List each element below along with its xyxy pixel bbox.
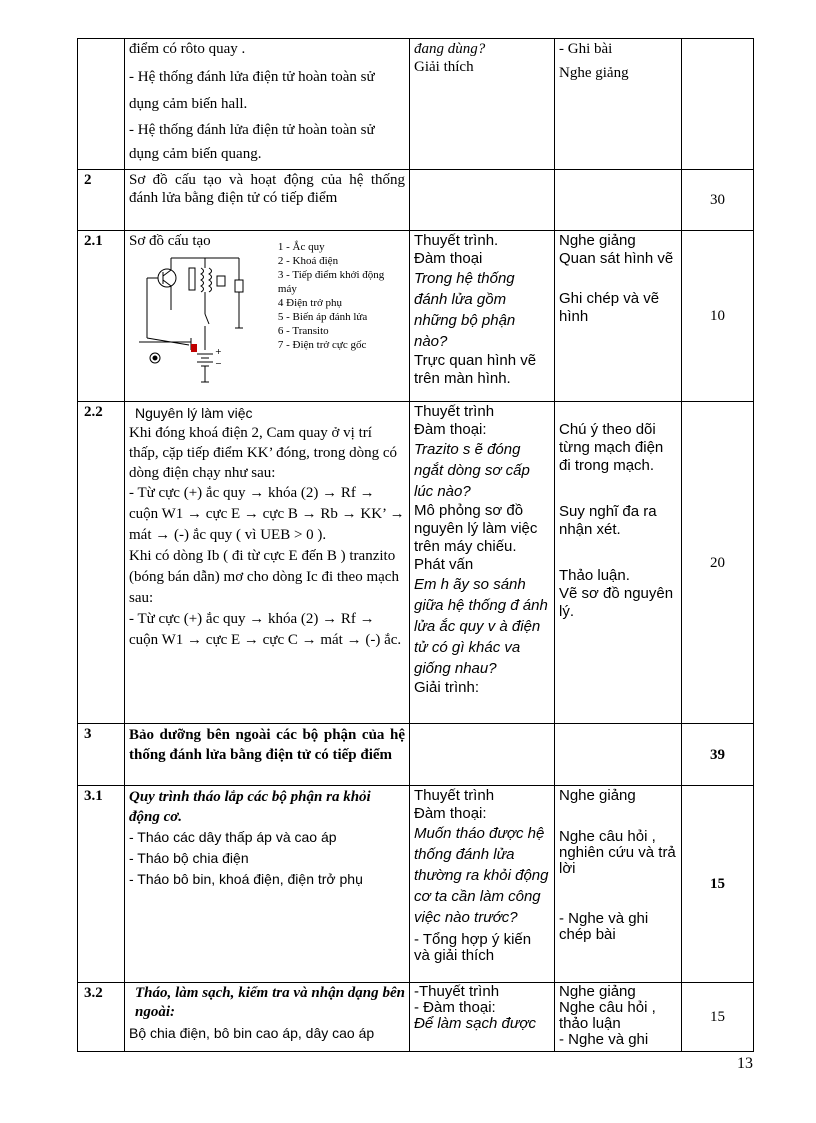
row-number: 3.1 xyxy=(78,786,125,983)
time-cell: 39 xyxy=(682,724,754,786)
legend-item: 7 - Điện trở cực gốc xyxy=(277,339,367,351)
content-cell xyxy=(125,39,410,170)
content-cell xyxy=(125,983,410,1052)
content-cell xyxy=(125,402,410,724)
content-line: - Tháo bô bin, khoá điện, điện trở phụ xyxy=(129,871,363,887)
time-cell: 10 xyxy=(682,231,754,402)
teacher-line: Thuyết trình xyxy=(414,787,495,804)
svg-text:+: + xyxy=(215,347,222,356)
ignition-circuit-diagram xyxy=(129,250,269,395)
teacher-line: Phát vấn xyxy=(414,556,474,573)
student-line: Ghi chép và vẽ hình xyxy=(559,290,660,325)
teacher-line: Đàm thoại xyxy=(414,250,483,267)
row-number: 2 xyxy=(78,170,125,231)
svg-text:−: − xyxy=(215,359,222,368)
content-cell xyxy=(125,786,410,983)
teacher-cell xyxy=(410,231,555,402)
legend-item: 6 - Transito xyxy=(277,325,329,337)
page-number: 13 xyxy=(737,1055,753,1072)
teacher-line: - Tổng hợp ý kiến và giải thích xyxy=(414,931,532,964)
row-number: 2.2 xyxy=(78,402,125,724)
teacher-line: - Đàm thoại: xyxy=(414,999,496,1016)
teacher-line: Muốn tháo được hệ thống đánh lửa thường ra khỏi động cơ ta cần làm công việc nào trước? xyxy=(414,825,549,926)
content-line: - Từ cực (+) ắc quy → khóa (2) → Rf → cuộn W1 → cực E → cực B → Rb → KK’ → mát → (-) ắc quy ( vì UEB > 0 ). xyxy=(129,485,405,543)
lesson-plan-table xyxy=(77,38,754,1052)
table-row xyxy=(78,786,754,983)
student-line: - Ghi bài xyxy=(559,41,613,57)
teacher-line: Trazito s ẽ đóng ngắt dòng sơ cấp lúc nào? xyxy=(414,441,530,500)
student-line: Vẽ sơ đồ nguyên lý. xyxy=(559,585,674,620)
legend-item: 2 - Khoá điện xyxy=(277,255,339,267)
teacher-line: Đàm thoại: xyxy=(414,805,487,822)
teacher-line: Giải thích xyxy=(414,59,474,75)
student-line: - Nghe và ghi chép bài xyxy=(559,910,649,943)
content-line: - Tháo bộ chia điện xyxy=(129,850,249,866)
teacher-cell xyxy=(410,170,555,231)
content-line: Sơ đồ cấu tạo xyxy=(129,233,211,249)
section-heading: Tháo, làm sạch, kiểm tra và nhận dạng bên ngoài: xyxy=(135,985,405,1020)
student-line: Nghe giảng xyxy=(559,65,629,81)
row-number: 2.1 xyxy=(78,231,125,402)
teacher-line: Em h ãy so sánh giữa hệ thống đ ánh lửa ắc quy v à điện tử có gì khác va giống nhau? xyxy=(414,576,548,677)
teacher-line: Để làm sạch được xyxy=(414,1015,536,1032)
student-line: Nghe giảng xyxy=(559,232,636,249)
student-line: - Nghe và ghi xyxy=(559,1031,649,1048)
teacher-line: Trực quan hình vẽ trên màn hình. xyxy=(414,352,537,387)
student-line: Nghe câu hỏi , nghiên cứu và trả lời xyxy=(559,828,676,877)
student-cell xyxy=(555,39,682,170)
legend-item: 3 - Tiếp điểm khởi động máy xyxy=(277,269,385,295)
table-row xyxy=(78,231,754,402)
content-cell xyxy=(125,724,410,786)
student-cell xyxy=(555,724,682,786)
content-line: - Từ cực (+) ắc quy → khóa (2) → Rf → cuộn W1 → cực E → cực C → mát → (-) ắc. xyxy=(129,611,402,648)
legend-item: 1 - Ắc quy xyxy=(277,241,325,253)
teacher-line: Giải trình: xyxy=(414,679,480,696)
teacher-line: Đàm thoại: xyxy=(414,421,487,438)
legend-item: 4 Điện trở phụ xyxy=(277,297,343,309)
teacher-line: Thuyết trình xyxy=(414,403,495,420)
student-line: Nghe câu hỏi , thảo luận xyxy=(559,999,656,1032)
time-cell: 15 xyxy=(682,983,754,1052)
teacher-line: Mô phỏng sơ đồ nguyên lý làm việc trên máy chiếu. xyxy=(414,502,538,555)
student-cell xyxy=(555,231,682,402)
content-line: Bộ chia điện, bô bin cao áp, dây cao áp xyxy=(129,1025,375,1041)
table-row xyxy=(78,983,754,1052)
row-number: 3.2 xyxy=(78,983,125,1052)
table-row xyxy=(78,39,754,170)
student-line: Thảo luận. xyxy=(559,567,630,584)
content-line: Khi đóng khoá điện 2, Cam quay ở vị trí thấp, cặp tiếp điểm KK’ đóng, trong dòng có dòng điện chạy như sau: xyxy=(129,425,397,481)
teacher-line: đang dùng? xyxy=(414,41,486,57)
teacher-line: -Thuyết trình xyxy=(414,983,500,1000)
teacher-cell xyxy=(410,39,555,170)
student-cell xyxy=(555,983,682,1052)
time-cell: 15 xyxy=(682,786,754,983)
content-line: điểm có rôto quay . xyxy=(129,41,246,57)
student-line: Chú ý theo dõi từng mạch điện đi trong mạch. xyxy=(559,421,664,474)
content-line: - Hệ thống đánh lửa điện tử hoàn toàn sử dụng cảm biến quang. xyxy=(129,122,375,162)
content-line: - Hệ thống đánh lửa điện tử hoàn toàn sử dụng cảm biến hall. xyxy=(129,69,375,112)
section-heading: Quy trình tháo lắp các bộ phận ra khỏi động cơ. xyxy=(129,789,371,825)
teacher-line: Trong hệ thống đánh lửa gồm những bộ phận nào? xyxy=(414,270,516,350)
legend-item: 5 - Biến áp đánh lửa xyxy=(277,311,368,323)
teacher-cell xyxy=(410,786,555,983)
section-heading: Nguyên lý làm việc xyxy=(135,405,253,421)
content-line: Khi có dòng Ib ( đi từ cực E đến B ) tranzito (bóng bán dẫn) mơ cho dòng Ic đi theo mạch sau: xyxy=(129,548,399,606)
teacher-cell xyxy=(410,724,555,786)
time-cell xyxy=(682,39,754,170)
student-cell xyxy=(555,786,682,983)
student-line: Suy nghĩ đa ra nhận xét. xyxy=(559,503,657,538)
content-line: - Tháo các dây thấp áp và cao áp xyxy=(129,829,337,845)
student-cell xyxy=(555,170,682,231)
teacher-line: Thuyết trình. xyxy=(414,232,499,249)
row-number: 3 xyxy=(78,724,125,786)
student-line: Nghe giảng xyxy=(559,787,636,804)
content-line: Bảo dưỡng bên ngoài các bộ phận của hệ thống đánh lửa bằng điện tử có tiếp điểm xyxy=(129,727,405,763)
student-line: Quan sát hình vẽ xyxy=(559,250,674,267)
content-line: Sơ đồ cấu tạo và hoạt động của hệ thống đánh lửa bằng điện tử có tiếp điểm xyxy=(129,172,405,206)
time-cell: 30 xyxy=(682,170,754,231)
table-row xyxy=(78,170,754,231)
table-row xyxy=(78,402,754,724)
time-cell: 20 xyxy=(682,402,754,724)
teacher-cell xyxy=(410,402,555,724)
content-cell xyxy=(125,231,410,402)
student-line: Nghe giảng xyxy=(559,983,636,1000)
student-cell xyxy=(555,402,682,724)
table-row xyxy=(78,724,754,786)
teacher-cell xyxy=(410,983,555,1052)
row-number xyxy=(78,39,125,170)
content-cell xyxy=(125,170,410,231)
